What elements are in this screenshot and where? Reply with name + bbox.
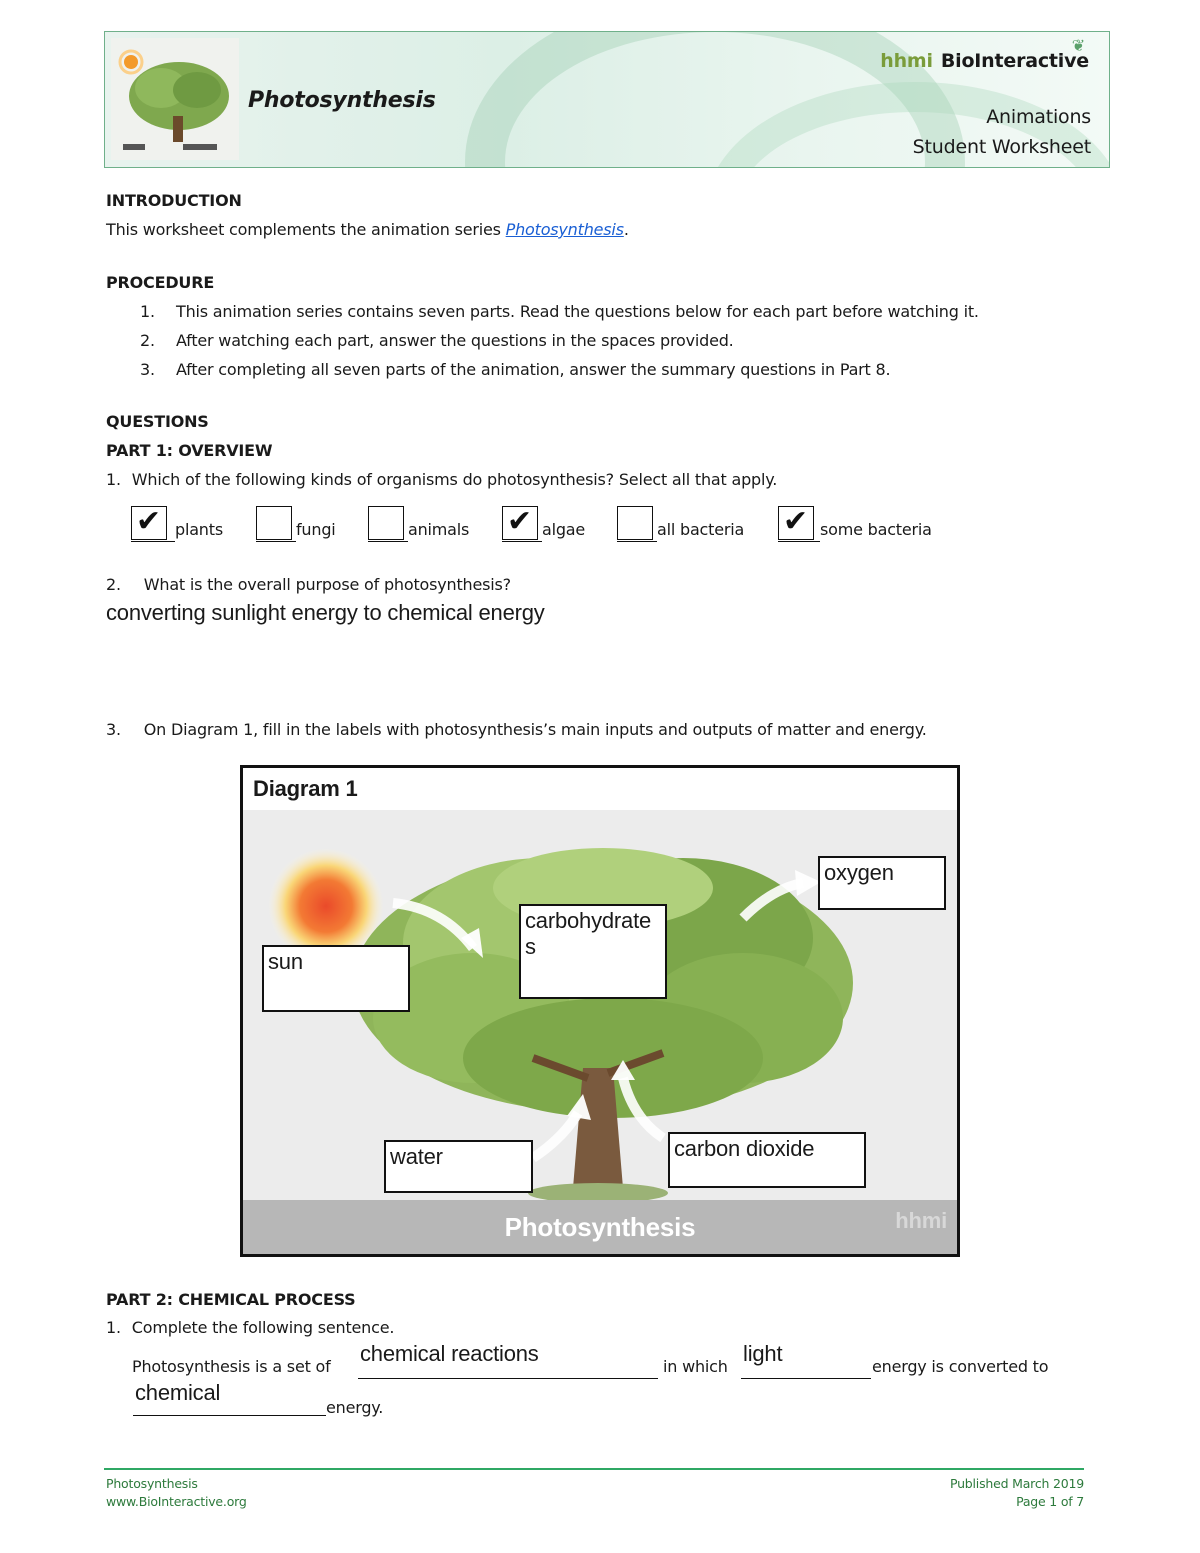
question-text: On Diagram 1, fill in the labels with photosynthesis’s main inputs and outputs of matter and energy. [143,720,927,739]
part1-question-2 [106,575,511,594]
procedure-item-number: 3. [140,360,155,379]
checkbox-label: all bacteria [657,520,745,539]
leaf-logo-icon: ❦ [1071,36,1085,55]
answer-underline [368,541,408,542]
procedure-item [140,331,734,350]
checkbox-label: algae [542,520,586,539]
checkbox-label: animals [408,520,470,539]
checkbox-label: some bacteria [820,520,932,539]
checkbox-box[interactable] [256,506,292,540]
blank-1-answer[interactable]: chemical reactions [360,1341,539,1366]
procedure-item [140,302,979,321]
checkbox-label: fungi [296,520,336,539]
question-number: 3. [106,720,121,739]
footer-page-number: Page 1 of 7 [1016,1494,1084,1509]
blank-2-underline [741,1378,871,1379]
blank-3-underline [133,1415,326,1416]
question-text: What is the overall purpose of photosynthesis? [143,575,511,594]
answer-underline [502,541,542,542]
blank-1-underline [358,1378,658,1379]
checkbox-box[interactable] [502,506,538,540]
procedure-heading: PROCEDURE [106,273,215,292]
answer-underline [256,541,296,542]
check-mark-icon: ✔ [136,504,161,539]
intro-heading: INTRODUCTION [106,191,242,210]
checkbox-label: plants [175,520,223,539]
procedure-item-number: 2. [140,331,155,350]
sentence-part-1: Photosynthesis is a set of [132,1357,331,1376]
check-mark-icon: ✔ [507,504,532,539]
checkbox-box[interactable] [368,506,404,540]
question-number: 1. [106,1318,121,1337]
answer-text[interactable]: converting sunlight energy to chemical energy [106,600,545,625]
brand-doc-type: Student Worksheet [912,136,1091,158]
part2-heading: PART 2: CHEMICAL PROCESS [106,1290,356,1309]
brand-logo [880,36,1089,72]
checkbox-box[interactable] [778,506,814,540]
check-mark-icon: ✔ [783,504,808,539]
procedure-item-text: This animation series contains seven parts. Read the questions below for each part before watching it. [176,302,979,321]
photosynthesis-link[interactable]: Photosynthesis [505,220,624,239]
footer-title: Photosynthesis [106,1476,198,1491]
footer-divider [104,1468,1084,1470]
label-sun[interactable]: sun [262,945,410,1012]
answer-underline [778,541,820,542]
diagram-1 [240,765,960,1257]
sentence-part-4: energy. [326,1398,384,1417]
footer-published: Published March 2019 [949,1476,1084,1491]
intro-text-after: . [623,220,629,239]
label-carbon-dioxide[interactable]: carbon dioxide [668,1132,866,1188]
sentence-part-3: energy is converted to [872,1357,1049,1376]
blank-3-answer[interactable]: chemical [135,1380,221,1405]
brand-category: Animations [986,106,1091,128]
checkbox-box[interactable] [131,506,167,540]
tree-thumbnail-image [111,38,239,160]
answer-underline [617,541,657,542]
diagram-banner: Photosynthesis [504,1212,696,1242]
question-text: Which of the following kinds of organisms do photosynthesis? Select all that apply. [131,470,778,489]
diagram-watermark: hhmi [895,1208,947,1233]
label-oxygen[interactable]: oxygen [818,856,946,910]
worksheet-title: Photosynthesis [248,88,436,113]
question-number: 1. [106,470,121,489]
diagram-title: Diagram 1 [253,776,358,801]
part1-question-1 [106,470,777,489]
part2-question-1 [106,1318,394,1337]
procedure-item-text: After watching each part, answer the questions in the spaces provided. [176,331,734,350]
brand-name: BioInteractive [940,50,1089,72]
question-text: Complete the following sentence. [131,1318,395,1337]
blank-2-answer[interactable]: light [743,1341,783,1366]
part1-question-3 [106,720,927,739]
intro-text [106,220,629,239]
label-carbohydrates[interactable]: carbohydrate s [519,904,667,999]
procedure-item [140,360,891,379]
intro-text-before: This worksheet complements the animation series [106,220,506,239]
questions-heading: QUESTIONS [106,412,209,431]
sentence-part-2: in which [663,1357,728,1376]
footer-website[interactable]: www.BioInteractive.org [106,1494,247,1509]
header-banner [104,31,1110,168]
label-water[interactable]: water [384,1140,533,1193]
procedure-item-number: 1. [140,302,155,321]
brand-hhmi: hhmi [880,50,933,72]
procedure-item-text: After completing all seven parts of the animation, answer the summary questions in Part 8. [176,360,891,379]
part1-heading: PART 1: OVERVIEW [106,441,273,460]
answer-underline [131,541,175,542]
checkbox-box[interactable] [617,506,653,540]
question-number: 2. [106,575,121,594]
